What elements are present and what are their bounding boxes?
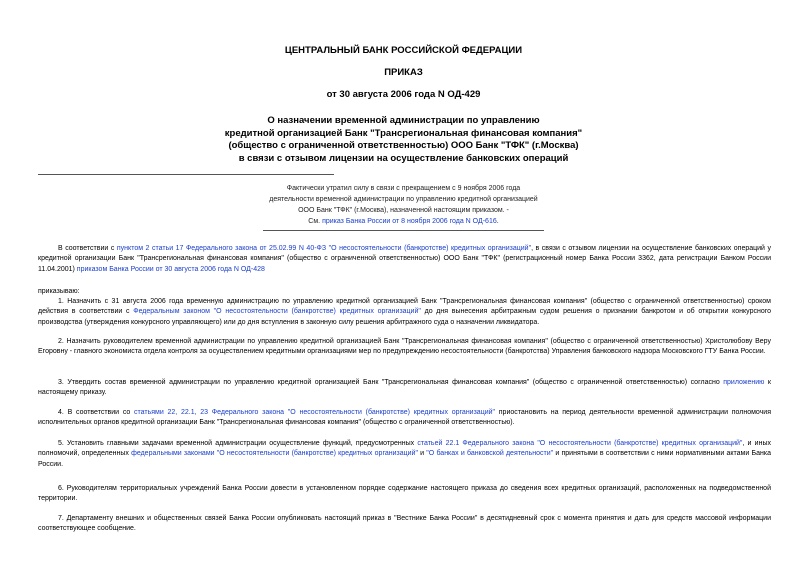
- top-divider: [38, 174, 334, 175]
- doc-title-line-4: в связи с отзывом лицензии на осуществление банковских операций: [238, 152, 569, 164]
- item-3: 3. Утвердить состав временной администрации по управлению кредитной организацией Банк "Трансрегиональная финансовая компания" (общество с ограниченной ответственностью) согласно приложению к настоящему приказу.: [38, 379, 771, 397]
- doc-title-line-2: кредитной организацией Банк "Трансрегиональная финансовая компания": [224, 127, 583, 139]
- bank-name: ЦЕНТРАЛЬНЫЙ БАНК РОССИЙСКОЙ ФЕДЕРАЦИИ: [284, 45, 523, 56]
- prikazyvayu-label: приказываю:: [38, 288, 80, 295]
- status-note-link[interactable]: приказ Банка России от 8 ноября 2006 года N ОД-616: [322, 218, 497, 225]
- status-note-line-2: деятельности временной администрации по управлению кредитной организацией: [269, 196, 538, 203]
- doc-title-line-1: О назначении временной администрации по управлению: [267, 115, 540, 126]
- status-note-line-3: ООО Банк "ТФК" (г.Москва), назначенной настоящим приказом. -: [298, 207, 509, 214]
- articles-22-23-link[interactable]: статьями 22, 22.1, 23 Федерального закона "О несостоятельности (банкротстве) кредитных организаций": [134, 409, 496, 416]
- doc-date-number: от 30 августа 2006 года N ОД-429: [326, 89, 481, 100]
- law-article-link[interactable]: пунктом 2 статьи 17 Федерального закона от 25.02.99 N 40-ФЗ "О несостоятельности (банкротстве) кредитных организаций": [116, 245, 532, 252]
- appendix-link[interactable]: приложению: [723, 379, 765, 386]
- federal-law-link[interactable]: Федеральным законом "О несостоятельности (банкротстве) кредитных организаций": [133, 308, 421, 316]
- order-od428-link[interactable]: приказом Банка России от 30 августа 2006 года N ОД-428: [76, 265, 265, 273]
- note-divider: [263, 230, 544, 231]
- federal-laws-link[interactable]: федеральными законами "О несостоятельности (банкротстве) кредитных организаций": [131, 450, 418, 458]
- doc-type: ПРИКАЗ: [384, 67, 423, 78]
- item-4: 4. В соответствии со статьями 22, 22.1, 23 Федерального закона "О несостоятельности (банкротстве) кредитных организаций" приостановить на период деятельности временной администрации полномочия исполнительных органов кредитной организации Банк "Трансрегиональная финансовая компания" (общество с ограниченной ответственностью).: [38, 409, 771, 427]
- doc-title-line-3: (общество с ограниченной ответственностью) ООО Банк "ТФК" (г.Москва): [228, 140, 579, 151]
- item-1: 1. Назначить с 31 августа 2006 года временную администрацию по управлению кредитной организацией Банк "Трансрегиональная финансовая компания" (общество с ограниченной ответственностью) сроком действия в соответствии с Федеральным законом "О несостоятельности (банкротстве) кредитных организаций" до дня вынесения арбитражным судом решения о признании банкротом и об открытии конкурсного производства (утверждения конкурсного управляющего) или до дня вступления в законную силу решения арбитражного суда о назначении ликвидатора.: [38, 298, 772, 326]
- article-22-1-link[interactable]: статьей 22.1 Федерального закона "О несостоятельности (банкротстве) кредитных организаций": [417, 440, 743, 447]
- banks-law-link[interactable]: "О банках и банковской деятельности": [426, 450, 554, 458]
- item-7: 7. Департаменту внешних и общественных связей Банка России опубликовать настоящий приказ в "Вестнике Банка России" в десятидневный срок с момента принятия и дать для средств массовой информации соответствующее сообщение.: [38, 515, 771, 533]
- item-6: 6. Руководителям территориальных учреждений Банка России довести в установленном порядке содержание настоящего приказа до сведения всех кредитных организаций, расположенных на подведомственной территории.: [38, 485, 771, 503]
- preamble-paragraph: В соответствии с пунктом 2 статьи 17 Федерального закона от 25.02.99 N 40-ФЗ "О несостоятельности (банкротстве) кредитных организаций", в связи с отзывом лицензии на осуществление банковских операций у кредитной организации Банк "Трансрегиональная финансовая компания" (общество с ограниченной ответственностью) ООО Банк "ТФК" (регистрационный номер Банка России 3362, дата регистрации Банком России 11.04.2001) приказом Банка России от 30 августа 2006 года N ОД-428: [38, 245, 771, 273]
- status-note-line-4: См. приказ Банка России от 8 ноября 2006 года N ОД-616.: [308, 218, 499, 225]
- item-2: 2. Назначить руководителем временной администрации по управлению кредитной организацией Банк "Трансрегиональная финансовая компания" (общество с ограниченной ответственностью) Христолюбову Веру Егоровну - главного экономиста отдела контроля за осуществлением кредитными организациями мер по предупреждению несостоятельности (банкротства) Управления банковского надзора Московского ГТУ Банка России.: [38, 338, 771, 356]
- item-5: 5. Установить главными задачами временной администрации осуществление функций, предусмотренных статьей 22.1 Федерального закона "О несостоятельности (банкротстве) кредитных организаций", и иных полномочий, определенных федеральными законами "О несостоятельности (банкротстве) кредитных организаций" и "О банках и банковской деятельности" и принятыми в соответствии с ними нормативными актами Банка России.: [38, 440, 771, 468]
- status-note-line-1: Фактически утратил силу в связи с прекращением с 9 ноября 2006 года: [286, 185, 521, 192]
